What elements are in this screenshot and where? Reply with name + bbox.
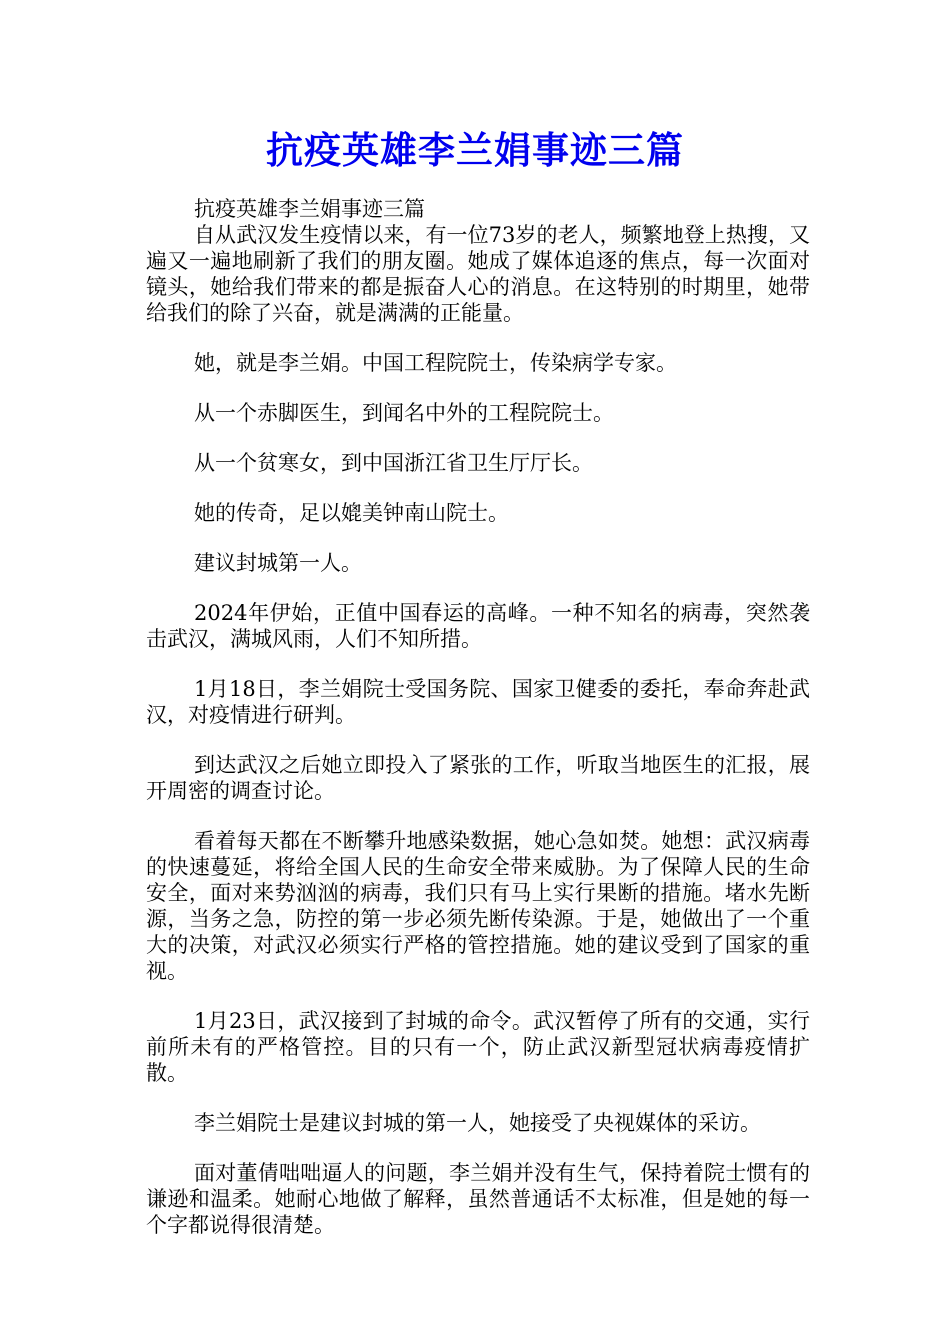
paragraph: 看着每天都在不断攀升地感染数据，她心急如焚。她想：武汉病毒的快速蔓延，将给全国人民的生命安全带来威胁。为了保障人民的生命安全，面对来势汹汹的病毒，我们只有马上实行果断的措施。堵水先断源，当务之急，防控的第一步必须先断传染源。于是，她做出了一个重大的决策，对武汉必须实行严格的管控措施。她的建议受到了国家的重视。 [146,829,810,983]
paragraph: 面对董倩咄咄逼人的问题，李兰娟并没有生气，保持着院士惯有的谦逊和温柔。她耐心地做了解释，虽然普通话不太标准，但是她的每一个字都说得很清楚。 [146,1161,810,1237]
paragraph: 2024年伊始，正值中国春运的高峰。一种不知名的病毒，突然袭击武汉，满城风雨，人们不知所措。 [146,601,810,651]
paragraph: 李兰娟院士是建议封城的第一人，她接受了央视媒体的采访。 [194,1111,761,1135]
paragraph: 1月23日，武汉接到了封城的命令。武汉暂停了所有的交通，实行前所未有的严格管控。目的只有一个，防止武汉新型冠状病毒疫情扩散。 [146,1009,810,1085]
document-body [146,196,810,1262]
paragraph: 从一个贫寒女，到中国浙江省卫生厅厅长。 [194,451,593,475]
paragraph: 建议封城第一人。 [194,551,362,575]
paragraph: 她，就是李兰娟。中国工程院院士，传染病学专家。 [194,351,677,375]
paragraph: 从一个赤脚医生，到闻名中外的工程院院士。 [194,401,614,425]
document-subtitle: 抗疫英雄李兰娟事迹三篇 [194,197,425,221]
paragraph-intro: 自从武汉发生疫情以来，有一位73岁的老人，频繁地登上热搜，又遍又一遍地刷新了我们的朋友圈。她成了媒体追逐的焦点，每一次面对镜头，她给我们带来的都是振奋人心的消息。在这特别的时期里，她带给我们的除了兴奋，就是满满的正能量。 [146,223,810,325]
document-title: 抗疫英雄李兰娟事迹三篇 [266,128,684,172]
paragraph: 1月18日，李兰娟院士受国务院、国家卫健委的委托，奉命奔赴武汉，对疫情进行研判。 [146,677,810,727]
paragraph: 到达武汉之后她立即投入了紧张的工作，听取当地医生的汇报，展开周密的调查讨论。 [146,753,810,803]
paragraph: 她的传奇，足以媲美钟南山院士。 [194,501,509,525]
